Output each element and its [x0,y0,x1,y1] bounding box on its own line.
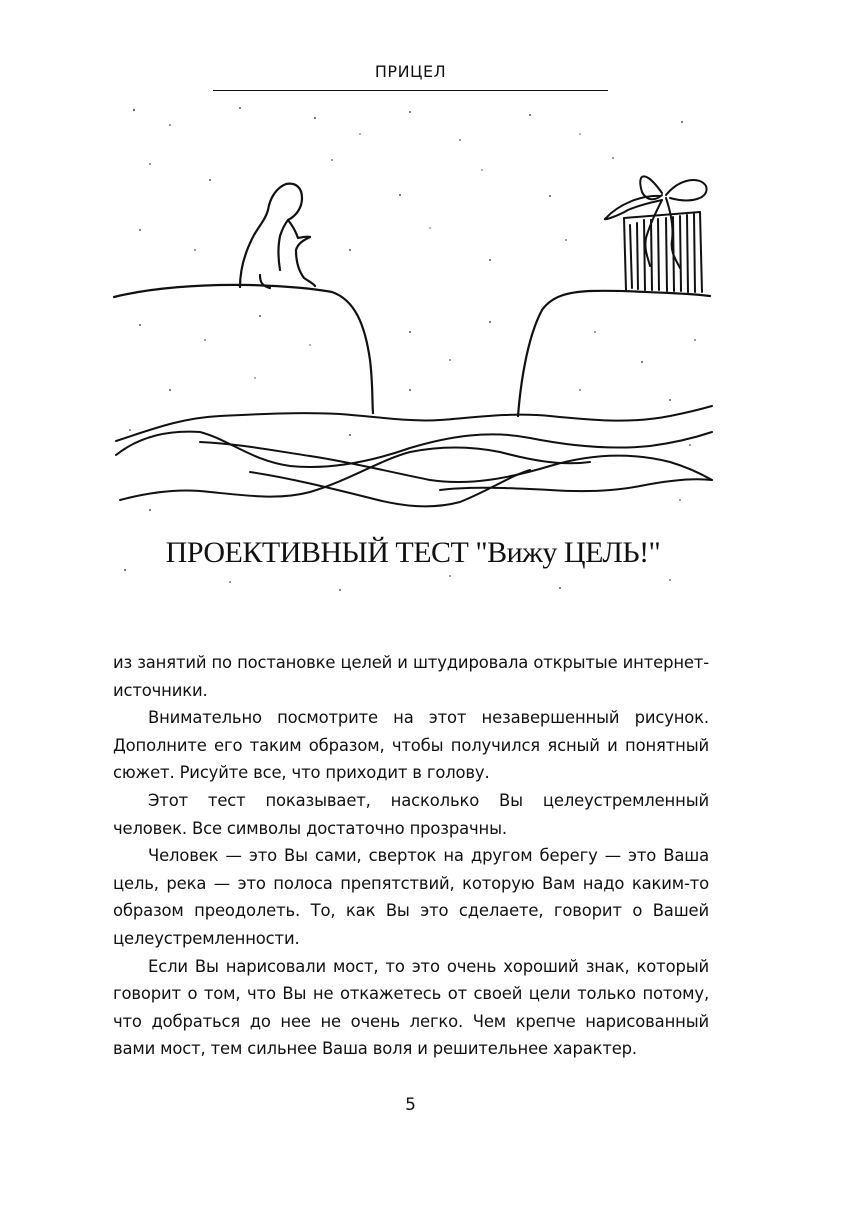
projective-test-figure [110,100,714,600]
header-rule [213,90,608,91]
river-waves-icon [116,406,712,506]
paragraph-2: Внимательно посмотрите на этот незавершенный рисунок. Дополните его таким образом, чтобы получился ясный и понятный сюжет. Рисуйте все, что приходит в голову. [113,708,709,783]
speckle-noise [124,107,696,591]
right-bank [518,291,710,416]
paragraph-1: из занятий по постановке целей и штудировала открытые интернет-источники. [113,653,709,700]
body-text [113,649,709,1063]
gift-box-icon [605,176,707,292]
paragraph-5: Если Вы нарисовали мост, то это очень хороший знак, который говорит о том, что Вы не откажетесь от своей цели только потому, что добраться до нее не очень легко. Чем крепче нарисованный вами мост, тем сильнее Ваша воля и решительнее характер. [113,956,709,1059]
figure-caption: ПРОЕКТИВНЫЙ ТЕСТ "Вижу ЦЕЛЬ!" [165,536,661,569]
paragraph-3: Этот тест показывает, насколько Вы целеустремленный человек. Все символы достаточно прозрачны. [113,790,709,838]
running-head: ПРИЦЕЛ [374,62,447,81]
person-sitting-icon [240,184,315,288]
left-bank [114,285,373,413]
page-number: 5 [405,1095,416,1115]
paragraph-4: Человек — это Вы сами, сверток на другом берегу — это Ваша цель, река — это полоса препятствий, которую Вам надо каким-то образом преодолеть. То, как Вы это сделаете, говорит о Вашей целеустремленности. [113,846,709,948]
